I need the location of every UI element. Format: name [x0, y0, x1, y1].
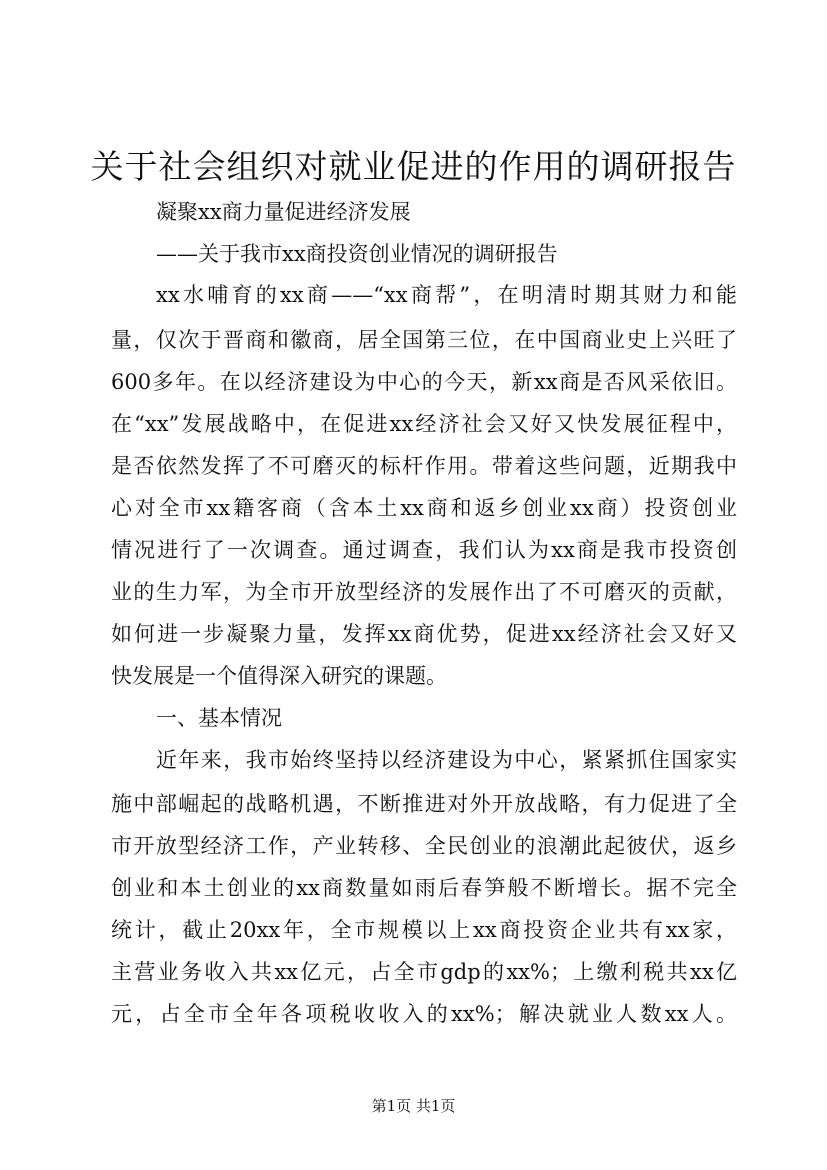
subtitle-secondary: ——关于我市xx商投资创业情况的调研报告	[156, 242, 558, 266]
subtitle-main: 凝聚xx商力量促进经济发展	[156, 200, 411, 224]
paragraph-line: 如何进一步凝聚力量，发挥xx商优势，促进xx经济社会又好又	[111, 622, 737, 646]
paragraph-line: 业的生力军，为全市开放型经济的发展作出了不可磨灭的贡献，	[111, 580, 737, 604]
paragraph-line: 市开放型经济工作，产业转移、全民创业的浪潮此起彼伏，返乡	[111, 834, 737, 858]
paragraph-line: 施中部崛起的战略机遇，不断推进对外开放战略，有力促进了全	[111, 792, 737, 816]
paragraph-line: 在“xx”发展战略中，在促进xx经济社会又好又快发展征程中，	[111, 412, 737, 436]
paragraph-line: 是否依然发挥了不可磨灭的标杆作用。带着这些问题，近期我中	[111, 454, 737, 478]
section-heading: 一、基本情况	[156, 706, 282, 730]
page-footer: 第1页 共1页	[371, 1097, 456, 1115]
document-title: 关于社会组织对就业促进的作用的调研报告	[90, 147, 737, 186]
paragraph-line: 600多年。在以经济建设为中心的今天，新xx商是否风采依旧。	[111, 370, 737, 394]
paragraph-line: 心对全市xx籍客商（含本土xx商和返乡创业xx商）投资创业	[111, 496, 737, 520]
paragraph-line: 主营业务收入共xx亿元，占全市gdp的xx%；上缴利税共xx亿	[111, 960, 737, 984]
paragraph-line: 创业和本土创业的xx商数量如雨后春笋般不断增长。据不完全	[111, 876, 737, 900]
paragraph-line: xx水哺育的xx商——“xx商帮”，在明清时期其财力和能	[156, 283, 737, 307]
paragraph-line: 近年来，我市始终坚持以经济建设为中心，紧紧抓住国家实	[156, 748, 737, 772]
paragraph-line: 量，仅次于晋商和徽商，居全国第三位，在中国商业史上兴旺了	[111, 328, 737, 352]
paragraph-line: 统计，截止20xx年，全市规模以上xx商投资企业共有xx家，	[111, 918, 737, 942]
paragraph-line: 元，占全市全年各项税收收入的xx%；解决就业人数xx人。	[111, 1002, 737, 1026]
paragraph-line: 快发展是一个值得深入研究的课题。	[111, 664, 447, 688]
paragraph-line: 情况进行了一次调查。通过调查，我们认为xx商是我市投资创	[111, 538, 737, 562]
